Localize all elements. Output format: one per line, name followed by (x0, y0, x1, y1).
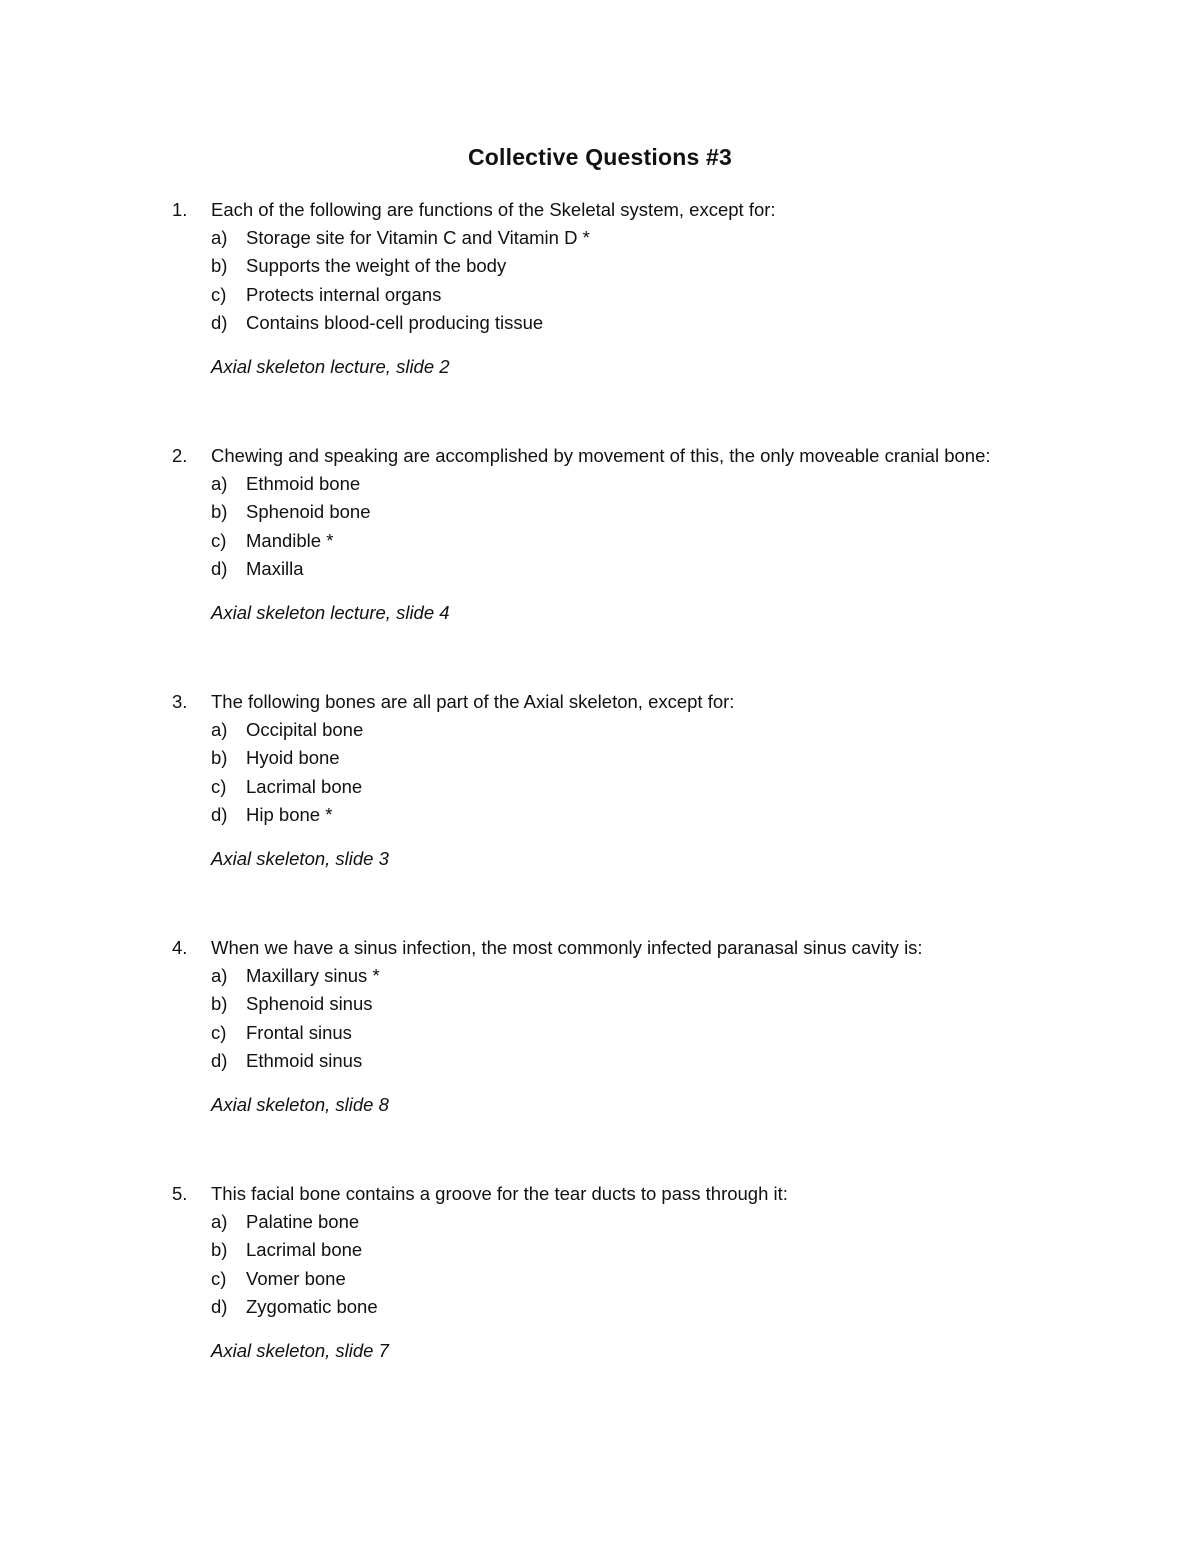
option-letter: c) (211, 1267, 227, 1289)
option-letter: b) (211, 255, 228, 277)
option-text: Protects internal organs (246, 283, 442, 305)
option-letter: d) (211, 803, 228, 825)
answer-option-a (172, 470, 1102, 498)
option-text: Mandible * (246, 529, 334, 551)
answer-options (172, 962, 1102, 1075)
answer-option-c (172, 281, 1102, 309)
option-letter: a) (211, 227, 228, 248)
question-4 (172, 934, 1102, 1119)
question-stem (172, 196, 1102, 224)
option-text: Storage site for Vitamin C and Vitamin D * (246, 227, 590, 248)
question-number: 4. (172, 937, 188, 958)
slide-reference: Axial skeleton, slide 8 (211, 1094, 389, 1116)
option-text: Frontal sinus (246, 1021, 352, 1043)
answer-option-b (172, 1236, 1102, 1264)
answer-option-c (172, 773, 1102, 801)
slide-reference: Axial skeleton, slide 7 (211, 1340, 389, 1362)
question-3 (172, 688, 1102, 873)
option-text: Lacrimal bone (246, 1239, 363, 1261)
question-number: 5. (172, 1183, 188, 1204)
option-text: Hyoid bone (246, 747, 340, 769)
option-letter: a) (211, 965, 228, 986)
option-text: Ethmoid bone (246, 473, 361, 494)
question-number: 1. (172, 199, 188, 220)
answer-option-d (172, 555, 1102, 583)
option-letter: d) (211, 311, 228, 333)
question-text: Chewing and speaking are accomplished by movement of this, the only moveable cranial bone: (211, 445, 991, 466)
option-text: Occipital bone (246, 719, 364, 740)
question-stem (172, 934, 1102, 962)
question-text: The following bones are all part of the Axial skeleton, except for: (211, 691, 735, 712)
option-text: Hip bone * (246, 803, 333, 825)
option-text: Supports the weight of the body (246, 255, 507, 277)
answer-option-d (172, 1047, 1102, 1075)
answer-option-d (172, 1293, 1102, 1321)
answer-options (172, 470, 1102, 583)
answer-option-a (172, 1208, 1102, 1236)
answer-option-b (172, 990, 1102, 1018)
slide-reference: Axial skeleton lecture, slide 2 (211, 356, 450, 378)
answer-option-b (172, 744, 1102, 772)
option-text: Sphenoid bone (246, 501, 371, 523)
question-stem (172, 688, 1102, 716)
option-letter: c) (211, 283, 227, 305)
option-text: Palatine bone (246, 1211, 360, 1232)
answer-options (172, 1208, 1102, 1321)
option-letter: d) (211, 1295, 228, 1317)
option-text: Maxilla (246, 557, 304, 579)
page-title: Collective Questions #3 (467, 144, 733, 170)
slide-reference: Axial skeleton, slide 3 (211, 848, 389, 870)
answer-option-d (172, 801, 1102, 829)
option-letter: a) (211, 1211, 228, 1232)
answer-options (172, 224, 1102, 337)
option-text: Vomer bone (246, 1267, 346, 1289)
option-letter: a) (211, 473, 228, 494)
question-number: 3. (172, 691, 188, 712)
option-letter: d) (211, 1049, 228, 1071)
question-5 (172, 1180, 1102, 1365)
question-2 (172, 442, 1102, 627)
option-letter: b) (211, 501, 228, 523)
option-letter: c) (211, 1021, 227, 1043)
answer-option-c (172, 1019, 1102, 1047)
option-letter: c) (211, 529, 227, 551)
option-letter: b) (211, 1239, 228, 1261)
answer-option-b (172, 252, 1102, 280)
option-text: Contains blood-cell producing tissue (246, 311, 544, 333)
question-text: This facial bone contains a groove for the tear ducts to pass through it: (211, 1183, 788, 1204)
option-text: Maxillary sinus * (246, 965, 380, 986)
option-text: Sphenoid sinus (246, 993, 373, 1015)
question-text: Each of the following are functions of the Skeletal system, except for: (211, 199, 776, 220)
option-text: Lacrimal bone (246, 775, 363, 797)
answer-option-a (172, 962, 1102, 990)
option-letter: b) (211, 747, 228, 769)
question-1 (172, 196, 1102, 381)
option-letter: a) (211, 719, 228, 740)
answer-options (172, 716, 1102, 829)
question-stem (172, 1180, 1102, 1208)
answer-option-b (172, 498, 1102, 526)
option-text: Ethmoid sinus (246, 1049, 363, 1071)
option-letter: d) (211, 557, 228, 579)
slide-reference: Axial skeleton lecture, slide 4 (211, 602, 450, 624)
option-letter: c) (211, 775, 227, 797)
answer-option-c (172, 1265, 1102, 1293)
answer-option-d (172, 309, 1102, 337)
answer-option-a (172, 224, 1102, 252)
question-text: When we have a sinus infection, the most commonly infected paranasal sinus cavity is: (211, 937, 923, 958)
option-letter: b) (211, 993, 228, 1015)
answer-option-a (172, 716, 1102, 744)
option-text: Zygomatic bone (246, 1295, 378, 1317)
question-number: 2. (172, 445, 188, 466)
answer-option-c (172, 527, 1102, 555)
question-stem (172, 442, 1102, 470)
